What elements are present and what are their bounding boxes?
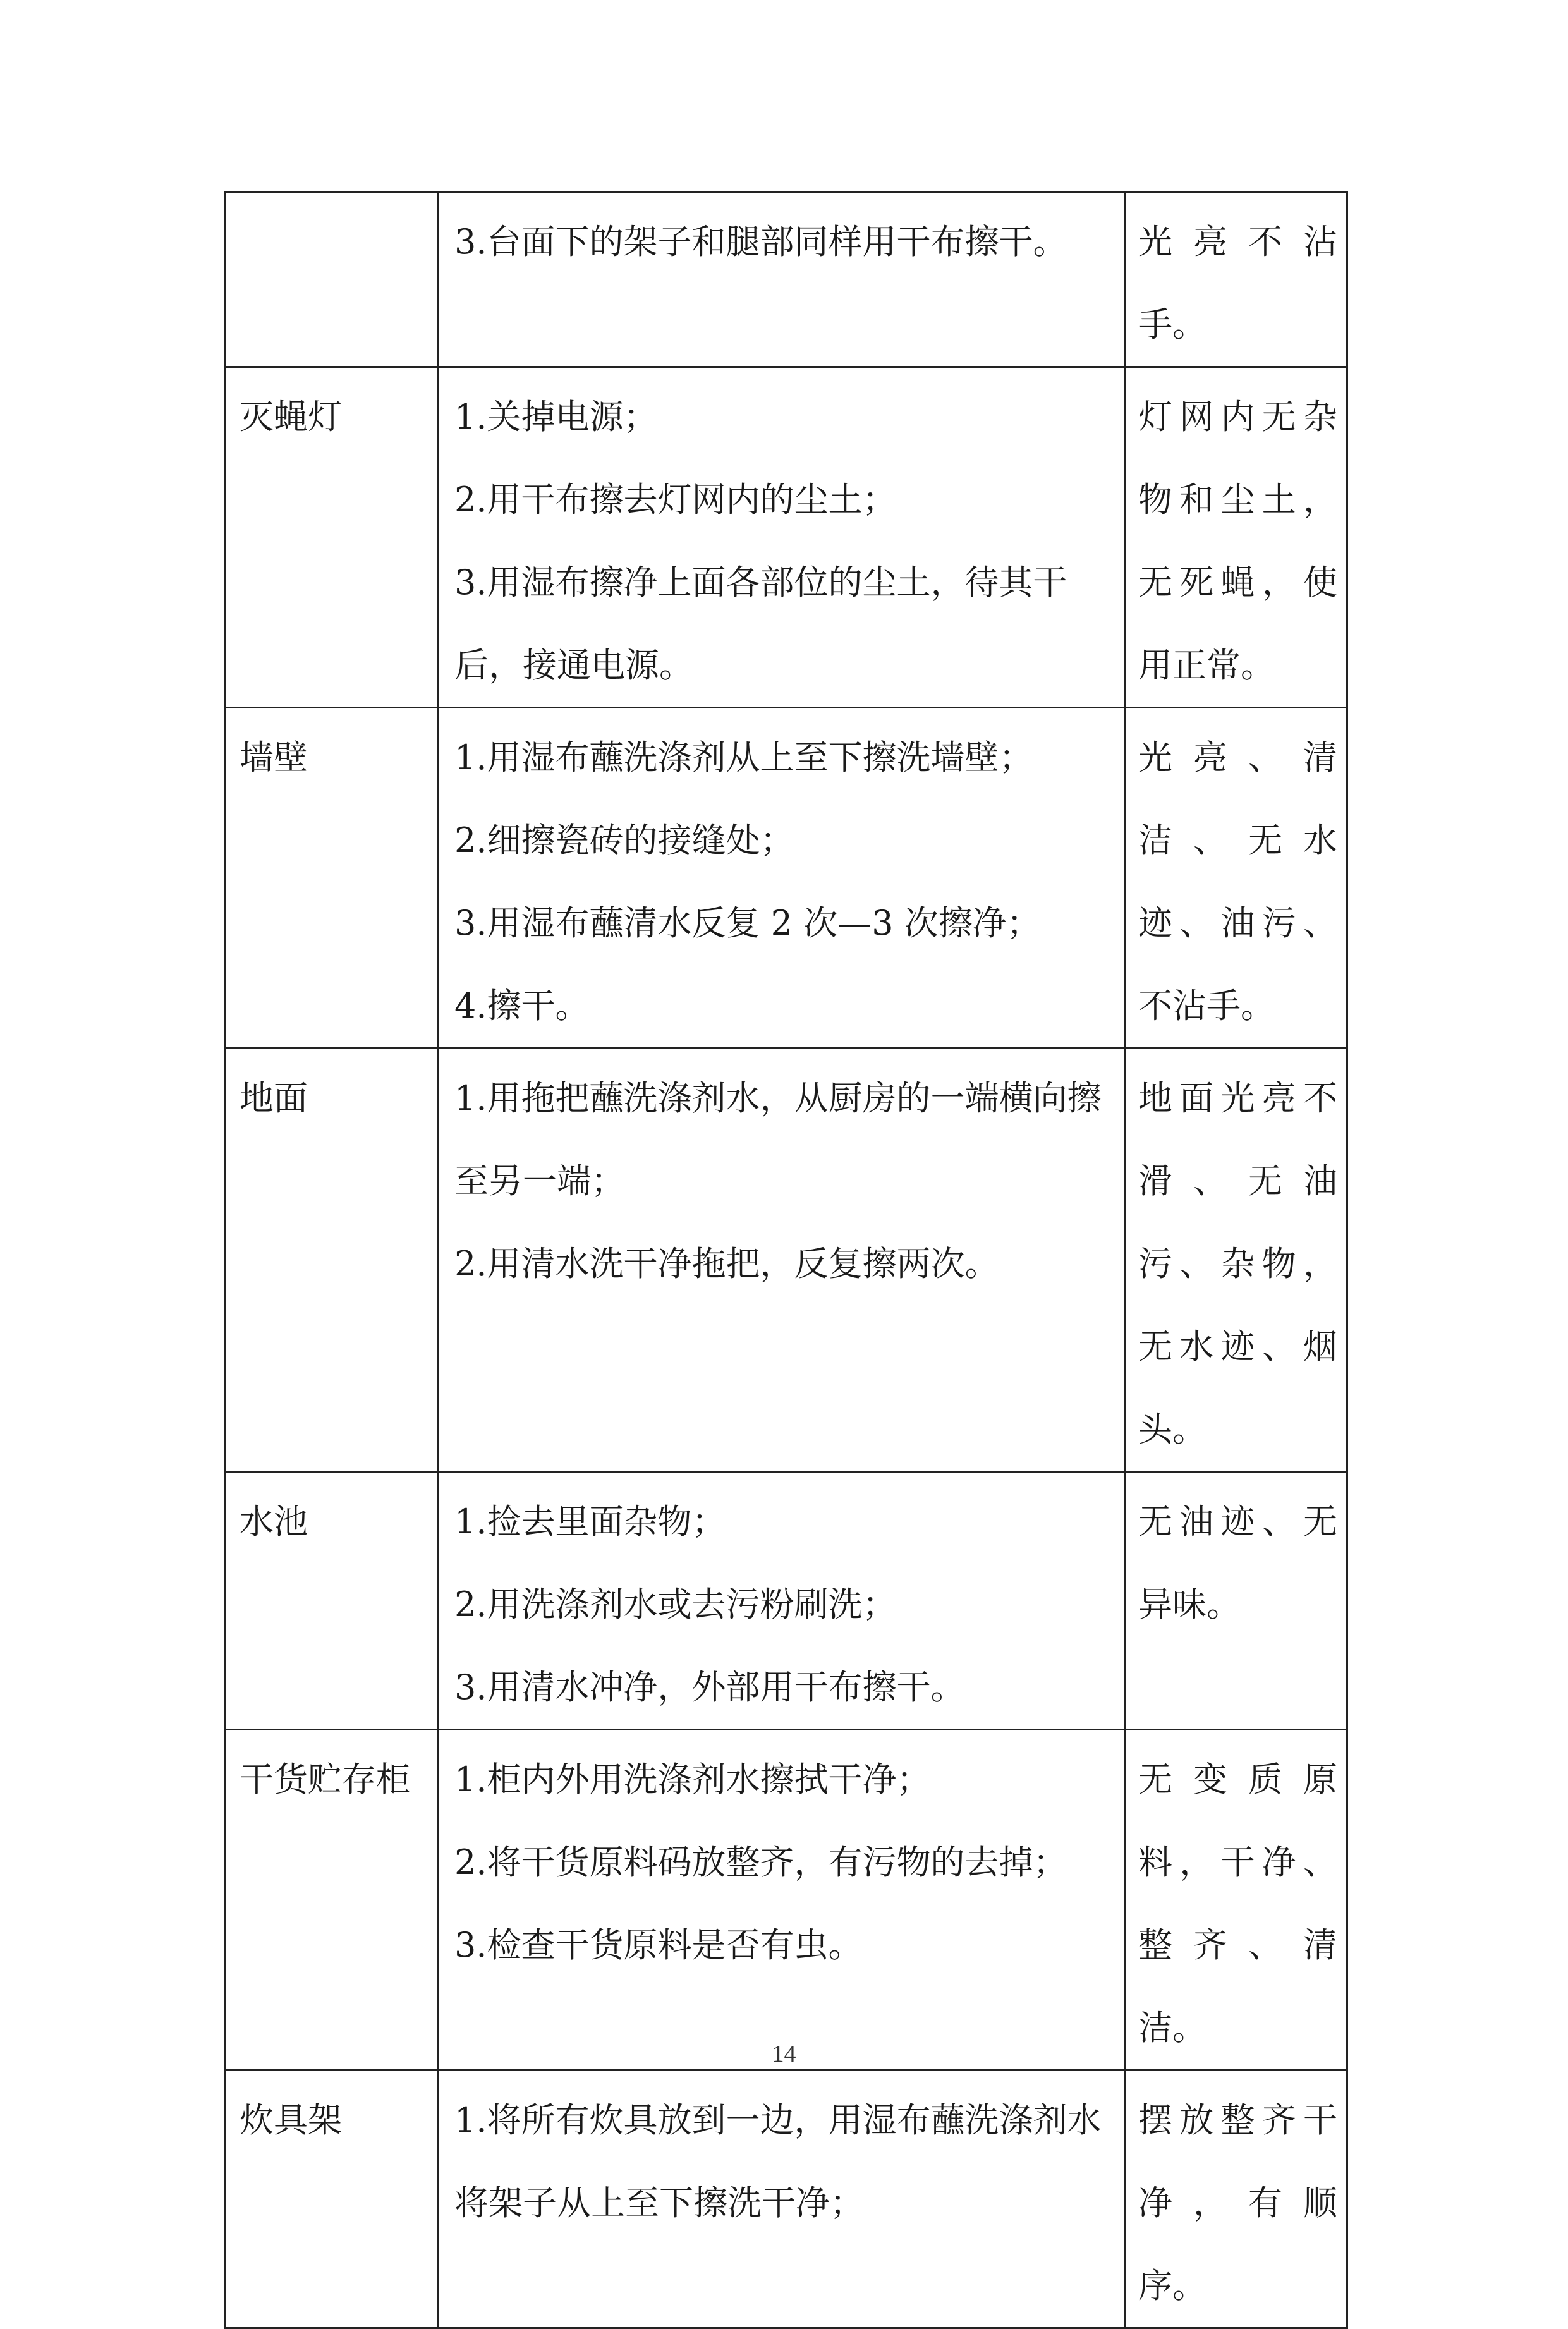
table-row bbox=[225, 1730, 1347, 2071]
table-row bbox=[225, 1472, 1347, 1730]
step-text: 1.捡去里面杂物； bbox=[454, 1502, 726, 1542]
item-cell bbox=[225, 367, 439, 708]
item-name: 灭蝇灯 bbox=[240, 397, 342, 437]
item-name: 墙壁 bbox=[240, 738, 308, 777]
standard-cell bbox=[1125, 2071, 1347, 2328]
steps-cell bbox=[439, 2071, 1125, 2328]
standard-cell bbox=[1125, 192, 1347, 367]
item-name: 炊具架 bbox=[240, 2100, 342, 2140]
item-cell bbox=[225, 1049, 439, 1472]
item-cell bbox=[225, 1472, 439, 1730]
standard-text: 灯网内无杂物和尘土，无死蝇，使用正常。 bbox=[1138, 397, 1337, 685]
step-text: 3.用清水冲净，外部用干布擦干。 bbox=[454, 1667, 965, 1707]
table-row bbox=[225, 192, 1347, 367]
step-text: 1.将所有炊具放到一边，用湿布蘸洗涤剂水将架子从上至下擦洗干净； bbox=[454, 2100, 1102, 2223]
step-text: 2.用干布擦去灯网内的尘土； bbox=[454, 480, 897, 520]
standard-cell bbox=[1125, 708, 1347, 1049]
table-row bbox=[225, 2071, 1347, 2328]
cleaning-standards-table bbox=[224, 191, 1348, 2329]
table-row bbox=[225, 367, 1347, 708]
item-name: 干货贮存柜 bbox=[240, 1760, 410, 1799]
page-number: 14 bbox=[772, 2041, 796, 2067]
step-text: 4.擦干。 bbox=[454, 986, 590, 1026]
item-cell bbox=[225, 1730, 439, 2071]
item-cell bbox=[225, 708, 439, 1049]
item-name: 水池 bbox=[240, 1502, 308, 1542]
standard-cell bbox=[1125, 1472, 1347, 1730]
step-text: 2.细擦瓷砖的接缝处； bbox=[454, 820, 794, 860]
table-row bbox=[225, 708, 1347, 1049]
item-cell bbox=[225, 2071, 439, 2328]
item-name: 地面 bbox=[240, 1078, 308, 1118]
steps-cell bbox=[439, 192, 1125, 367]
step-text: 2.将干货原料码放整齐，有污物的去掉； bbox=[454, 1842, 1067, 1882]
standard-text: 摆放整齐干净，有顺序。 bbox=[1138, 2100, 1337, 2306]
standard-text: 地面光亮不滑、无油污、杂物，无水迹、烟头。 bbox=[1138, 1078, 1337, 1449]
steps-cell bbox=[439, 367, 1125, 708]
steps-cell bbox=[439, 708, 1125, 1049]
standard-cell bbox=[1125, 367, 1347, 708]
step-text: 3.用湿布擦净上面各部位的尘土，待其干后，接通电源。 bbox=[454, 562, 1067, 685]
standard-cell bbox=[1125, 1049, 1347, 1472]
step-text: 3.检查干货原料是否有虫。 bbox=[454, 1925, 863, 1965]
step-text: 1.用拖把蘸洗涤剂水，从厨房的一端横向擦至另一端； bbox=[454, 1078, 1102, 1201]
table-row bbox=[225, 1049, 1347, 1472]
standard-text: 无变质原料，干净、整齐、清洁。 bbox=[1138, 1760, 1337, 2048]
step-text: 1.用湿布蘸洗涤剂从上至下擦洗墙壁； bbox=[454, 738, 1033, 777]
standard-cell bbox=[1125, 1730, 1347, 2071]
steps-cell bbox=[439, 1730, 1125, 2071]
step-text: 1.柜内外用洗涤剂水擦拭干净； bbox=[454, 1760, 931, 1799]
step-text: 3.用湿布蘸清水反复 2 次—3 次擦净； bbox=[454, 903, 1041, 943]
step-text: 2.用清水洗干净拖把，反复擦两次。 bbox=[454, 1244, 999, 1284]
item-cell bbox=[225, 192, 439, 367]
steps-cell bbox=[439, 1472, 1125, 1730]
step-text: 3.台面下的架子和腿部同样用干布擦干。 bbox=[454, 222, 1067, 262]
standard-text: 无油迹、无异味。 bbox=[1138, 1502, 1337, 1624]
step-text: 1.关掉电源； bbox=[454, 397, 658, 437]
step-text: 2.用洗涤剂水或去污粉刷洗； bbox=[454, 1584, 897, 1624]
standard-text: 光亮、清洁、无水迹、油污、不沾手。 bbox=[1138, 738, 1337, 1026]
steps-cell bbox=[439, 1049, 1125, 1472]
standard-text: 光亮不沾手。 bbox=[1138, 222, 1337, 344]
